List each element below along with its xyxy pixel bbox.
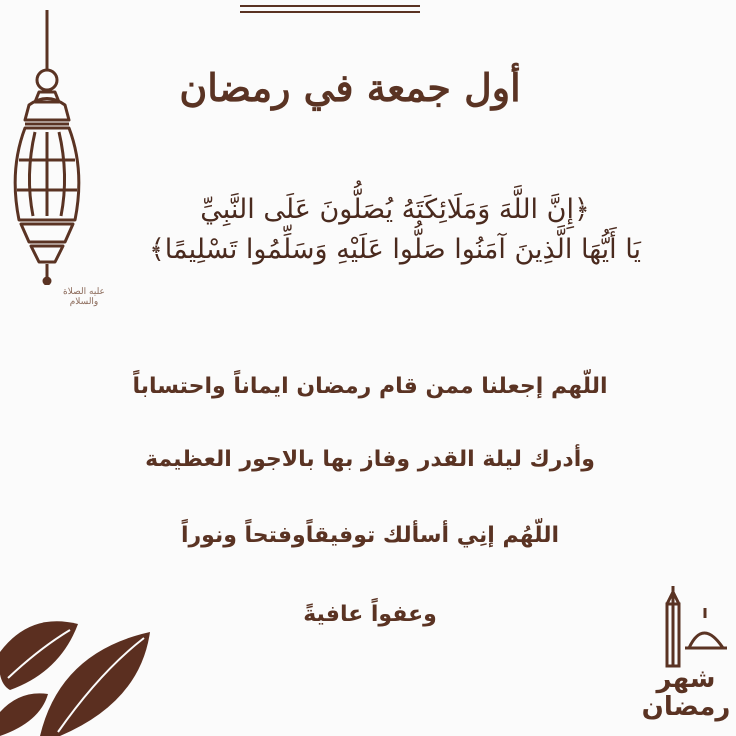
salawat-seal: عليه الصلاة والسلام <box>63 287 105 307</box>
ornament-divider-icon <box>240 2 420 16</box>
dua-line-3: اللّهُم إنِي أسألك توفيقاًوفتحاً ونوراً <box>180 523 560 548</box>
verse-line-2: يَا أَيُّهَا الَّذِينَ آمَنُوا صَلُّوا عَلَيْهِ وَسَلِّمُوا تَسْلِيمًا﴾ <box>148 234 642 265</box>
dua-line-4: وعفواً عافيةً <box>303 602 437 627</box>
dua-line-2: وأدرك ليلة القدر وفاز بها بالاجور العظيمة <box>145 447 595 472</box>
leaves-icon <box>0 612 155 736</box>
dua-line-1: اللّهم إجعلنا ممن قام رمضان ايماناً واحتساباً <box>132 374 608 399</box>
card-title: أول جمعة في رمضان <box>179 65 521 110</box>
crescent-icon <box>703 580 715 604</box>
quran-verse <box>110 190 680 270</box>
mosque-icon <box>645 578 730 668</box>
lantern-icon <box>5 10 90 285</box>
brand-calligraphy: شهر رمضان <box>641 664 731 722</box>
verse-line-1: ﴿إِنَّ اللَّهَ وَمَلَائِكَتَهُ يُصَلُّونَ عَلَى النَّبِيِّ <box>200 194 590 225</box>
